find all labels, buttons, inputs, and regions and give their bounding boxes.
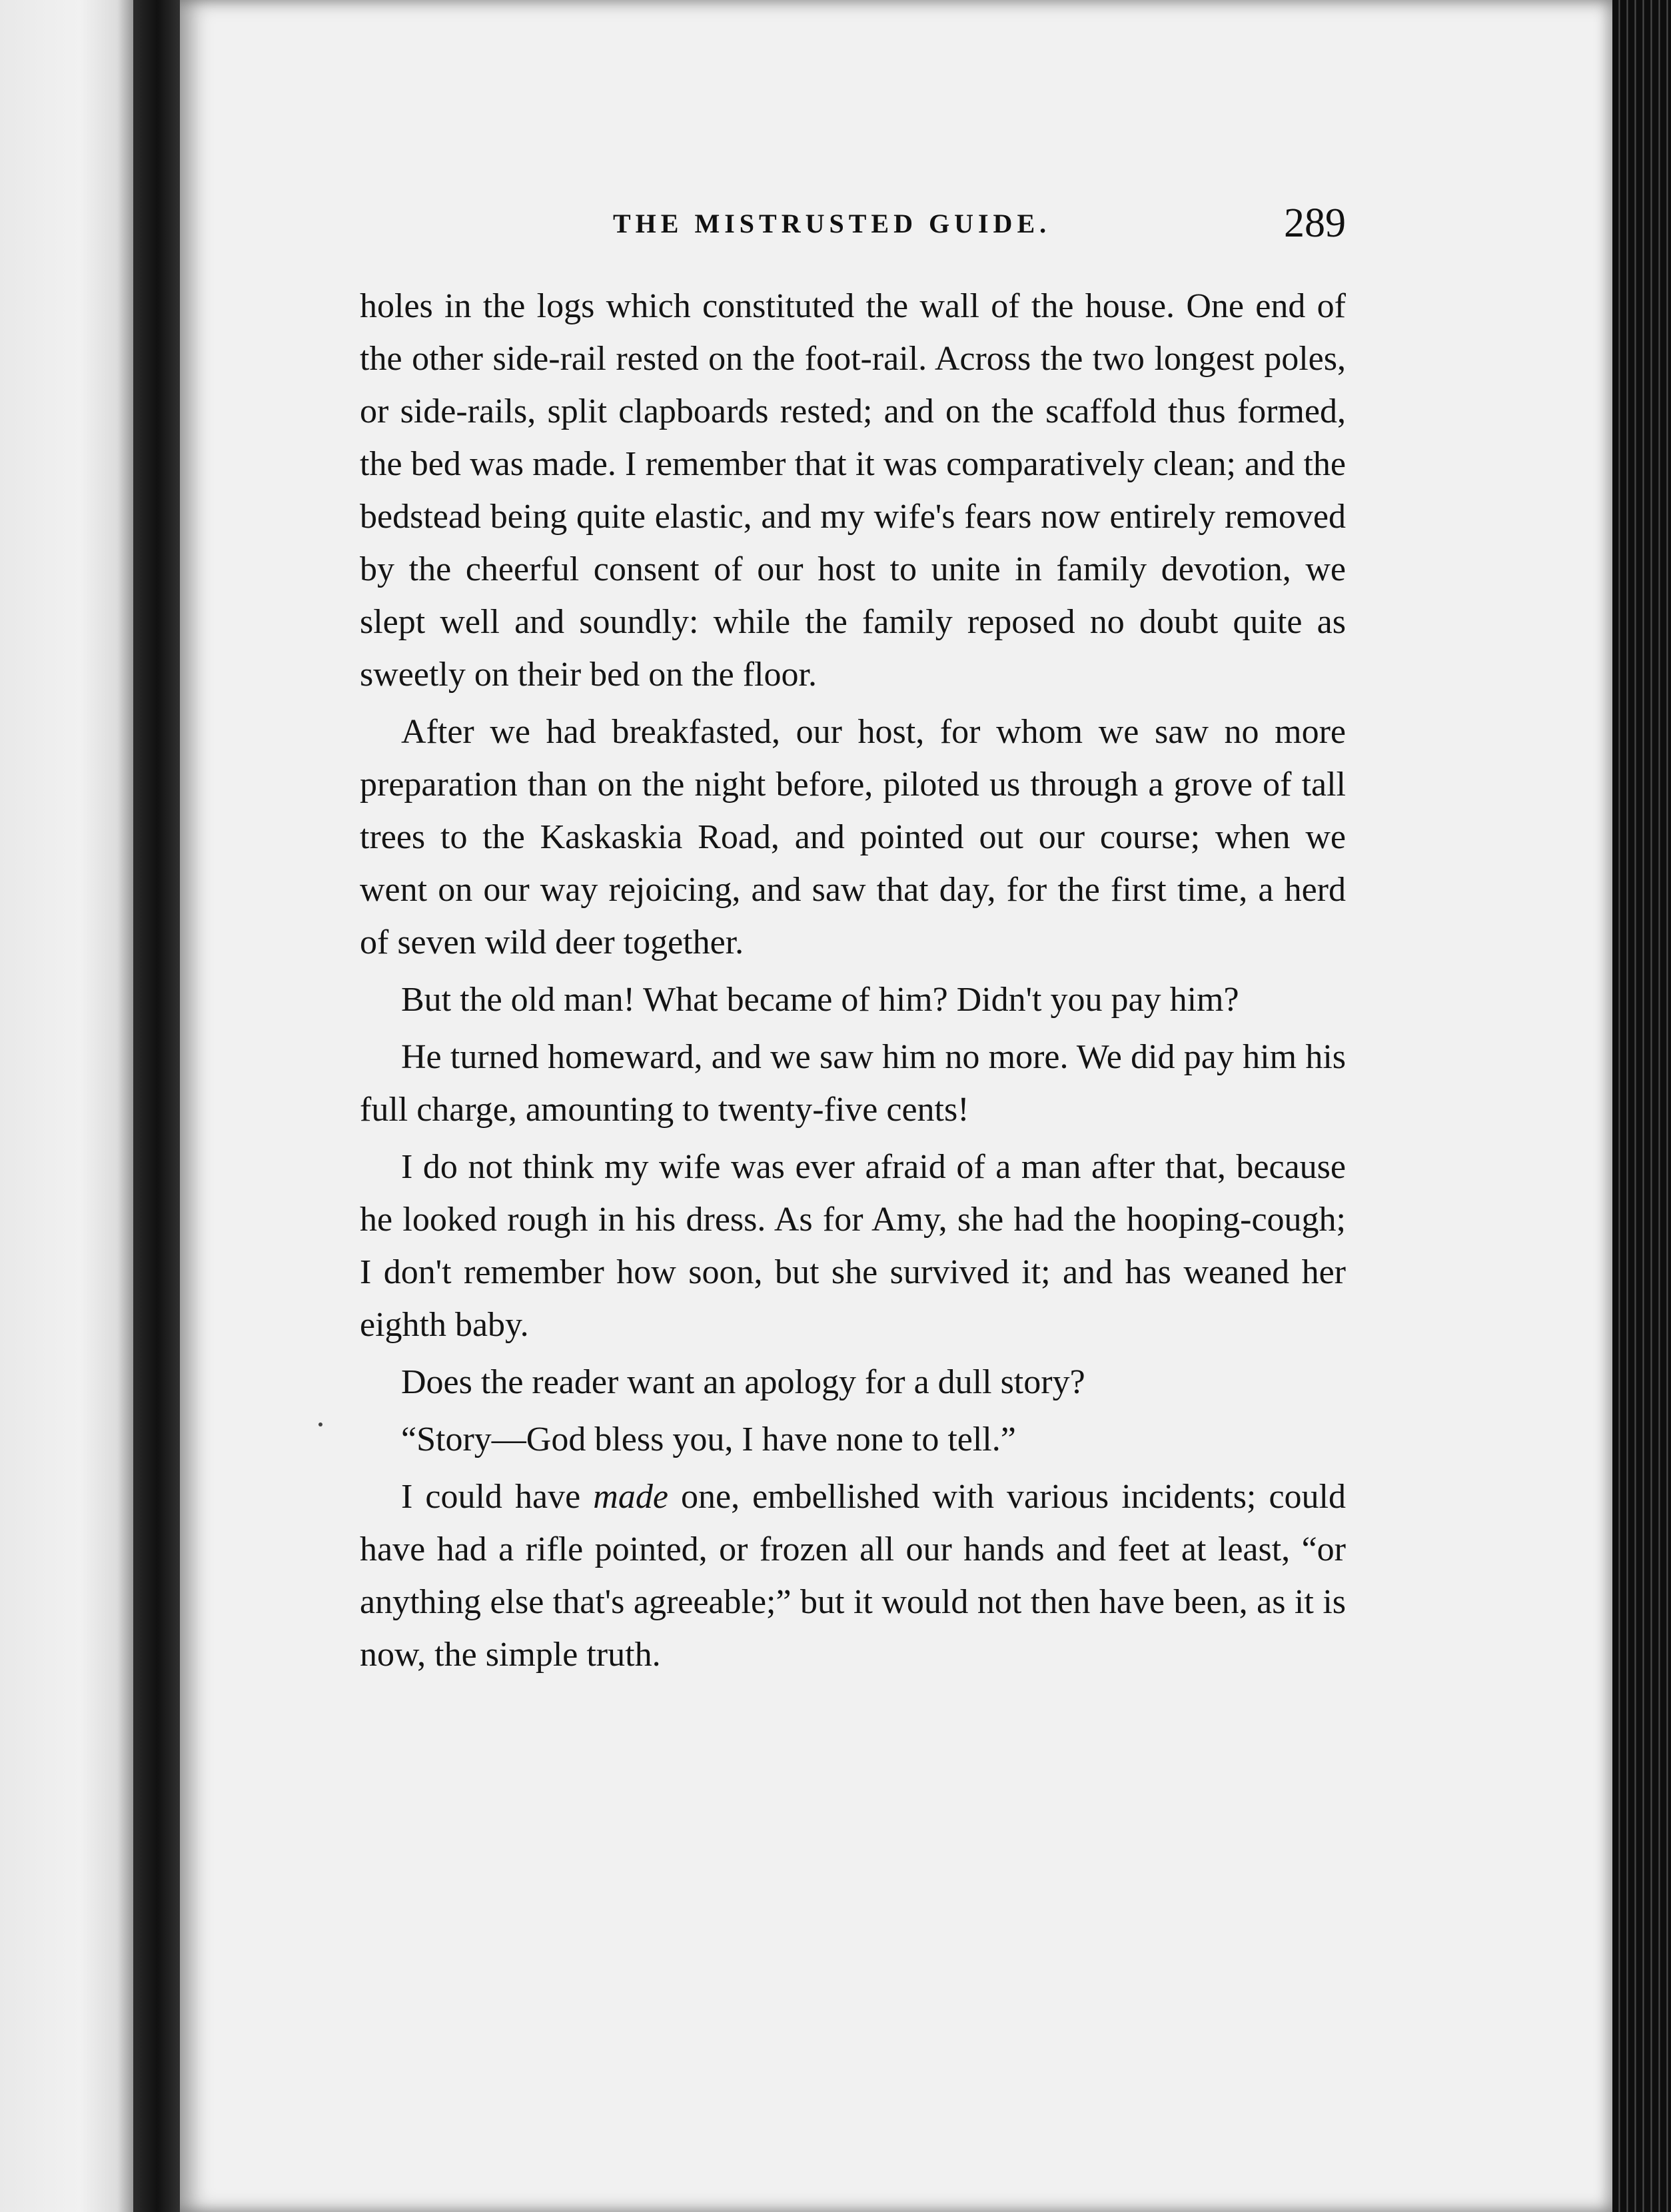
- paragraph: I do not think my wife was ever afraid of a man after that, because he looked rough in his dress. As for Amy, she had the hooping-cough; I don't remember how soon, but she survived it; and has weaned her eighth baby.: [360, 1148, 1346, 1344]
- facing-page-edge: [0, 0, 133, 2212]
- paragraph: After we had breakfasted, our host, for whom we saw no more preparation than on the night before, piloted us through a grove of tall trees to the Kaskaskia Road, and pointed out our course; when we went on our way rejoicing, and saw that day, for the first time, a herd of seven wild deer together.: [360, 713, 1346, 961]
- paragraph: But the old man! What became of him? Didn't you pay him?: [401, 981, 1239, 1019]
- page-header: [360, 200, 1346, 260]
- ink-speck: [318, 1422, 322, 1426]
- paragraph-continued: holes in the logs which constituted the wall of the house. One end of the other side-rail rested on the foot-rail. Across the two longest poles, or side-rails, split clapboards rested; and on the scaffold thus formed, the bed was made. I remember that it was comparatively clean; and the bedstead being quite elastic, and my wife's fears now entirely removed by the cheerful consent of our host to unite in family devotion, we slept well and soundly: while the family reposed no doubt quite as sweetly on their bed on the floor.: [360, 287, 1346, 694]
- quotation-paragraph: “Story—God bless you, I have none to tell.”: [401, 1420, 1016, 1458]
- italic-word: made: [593, 1478, 668, 1516]
- paragraph: Does the reader want an apology for a dull story?: [401, 1363, 1085, 1401]
- book-gutter-shadow: [133, 0, 187, 2212]
- closing-text-end: one, embellished with various incidents; could have had a rifle pointed, or frozen all our hands and feet at least, “or anything else that's agreeable;” but it would not then have been, as it is now, the simple truth.: [360, 1478, 1346, 1674]
- page-stack-edge: [1612, 0, 1671, 2212]
- page-number: 289: [1284, 201, 1346, 246]
- paragraph: He turned homeward, and we saw him no more. We did pay him his full charge, amounting to twenty-five cents!: [360, 1038, 1346, 1129]
- closing-text-start: I could have: [401, 1478, 594, 1516]
- running-title: THE MISTRUSTED GUIDE.: [613, 209, 1051, 239]
- body-text: [360, 280, 1346, 1686]
- closing-paragraph: [360, 1470, 1346, 1681]
